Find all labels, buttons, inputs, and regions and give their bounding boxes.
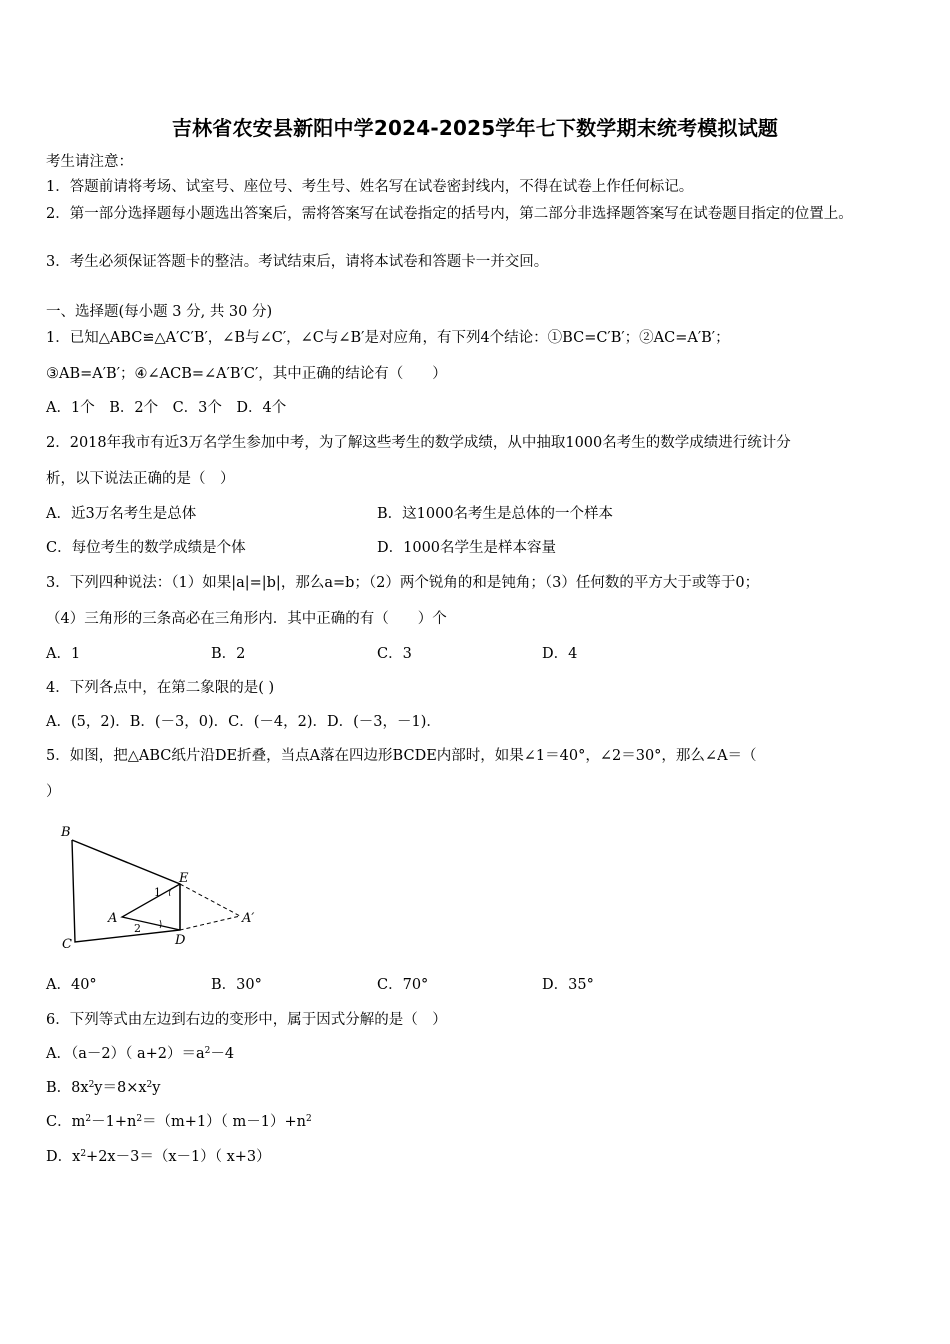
figure-label-e: E	[179, 871, 189, 886]
q6-option-b: B．$8x^2y=8\times x^2y$	[46, 1080, 161, 1096]
q3-stem-line1: 3．下列四种说法：（1）如果|a|=|b|，那么a=b；（2）两个锐角的和是钝角；（3）任何数的平方大于或等于0；	[46, 575, 760, 591]
q2-stem-line2: 析，以下说法正确的是（ ）	[46, 471, 235, 487]
figure-label-angle1: 1	[154, 886, 161, 899]
q2-option-b: B．这1000名考生是总体的一个样本	[377, 506, 614, 522]
figure-label-c: C	[62, 937, 72, 952]
figure-label-d: D	[175, 933, 186, 948]
notice-item-3: 3．考生必须保证答题卡的整洁。考试结束后，请将本试卷和答题卡一并交回。	[46, 254, 549, 270]
q5-option-b: B．30°	[211, 977, 262, 993]
figure-label-a-prime: A′	[242, 911, 255, 926]
q5-stem-line2: ）	[46, 784, 61, 800]
notice-item-1: 1．答题前请将考场、试室号、座位号、考生号、姓名写在试卷密封线内，不得在试卷上作任何标记。	[46, 179, 694, 195]
q6-option-a: A．（a－2）（ $a+2)=a^2-4$	[46, 1046, 235, 1062]
q1-stem-line2: ③AB=A′B′；④∠ACB=∠A′B′C′，其中正确的结论有（ ）	[46, 366, 447, 382]
q5-stem-line1: 5．如图，把△ABC纸片沿DE折叠，当点A落在四边形BCDE内部时，如果∠1＝40°，∠2＝30°，那么∠A＝（	[46, 748, 757, 764]
q6-stem: 6．下列等式由左边到右边的变形中，属于因式分解的是（ ）	[46, 1012, 447, 1028]
q5-option-d: D．35°	[542, 977, 594, 993]
figure-folded-triangle	[122, 884, 180, 930]
q3-option-a: A．1	[46, 646, 81, 662]
q3-option-d: D．4	[542, 646, 578, 662]
notice-item-2: 2．第一部分选择题每小题选出答案后，需将答案写在试卷指定的括号内，第二部分非选择题答案写在试卷题目指定的位置上。	[46, 206, 853, 222]
triangle-fold-figure	[56, 820, 276, 960]
q4-options: A．(5，2)．B．(－3，0)．C．(－4，2)．D．(－3，－1)．	[46, 714, 441, 730]
q5-option-a: A．40°	[46, 977, 97, 993]
figure-label-b: B	[61, 825, 71, 840]
page-title: 吉林省农安县新阳中学2024-2025学年七下数学期末统考模拟试题	[171, 116, 779, 140]
section-heading: 一、选择题(每小题 3 分, 共 30 分)	[46, 304, 273, 320]
q5-option-c: C．70°	[377, 977, 429, 993]
figure-label-angle2: 2	[134, 922, 141, 935]
q4-stem: 4．下列各点中，在第二象限的是( )	[46, 680, 275, 696]
figure-angle2-arc	[160, 920, 161, 928]
q3-option-b: B．2	[211, 646, 246, 662]
q2-option-a: A．近3万名考生是总体	[46, 506, 197, 522]
q2-option-d: D．1000名学生是样本容量	[377, 540, 557, 556]
q6-option-c: C．$m^2-1+n^2=(m+1)$（ $m-1)+n^2$	[46, 1114, 312, 1130]
q1-stem-line1: 1．已知△ABC≌△A′C′B′，∠B与∠C′，∠C与∠B′是对应角，有下列4个结论：①BC=C′B′；②AC=A′B′；	[46, 330, 730, 346]
q1-options: A．1个 B．2个 C．3个 D．4个	[46, 400, 287, 416]
q3-stem-line2: （4）三角形的三条高必在三角形内．其中正确的有（ ）个	[46, 611, 447, 627]
q2-option-c: C．每位考生的数学成绩是个体	[46, 540, 246, 556]
figure-label-a: A	[108, 911, 118, 926]
q2-stem-line1: 2．2018年我市有近3万名学生参加中考，为了解这些考生的数学成绩，从中抽取1000名考生的数学成绩进行统计分	[46, 435, 791, 451]
q6-option-d: D．$x^2+2x-3=(x-1)$（ x+3）	[46, 1149, 271, 1165]
notice-heading: 考生请注意：	[46, 154, 133, 170]
figure-original-position	[180, 884, 240, 930]
q3-option-c: C．3	[377, 646, 412, 662]
